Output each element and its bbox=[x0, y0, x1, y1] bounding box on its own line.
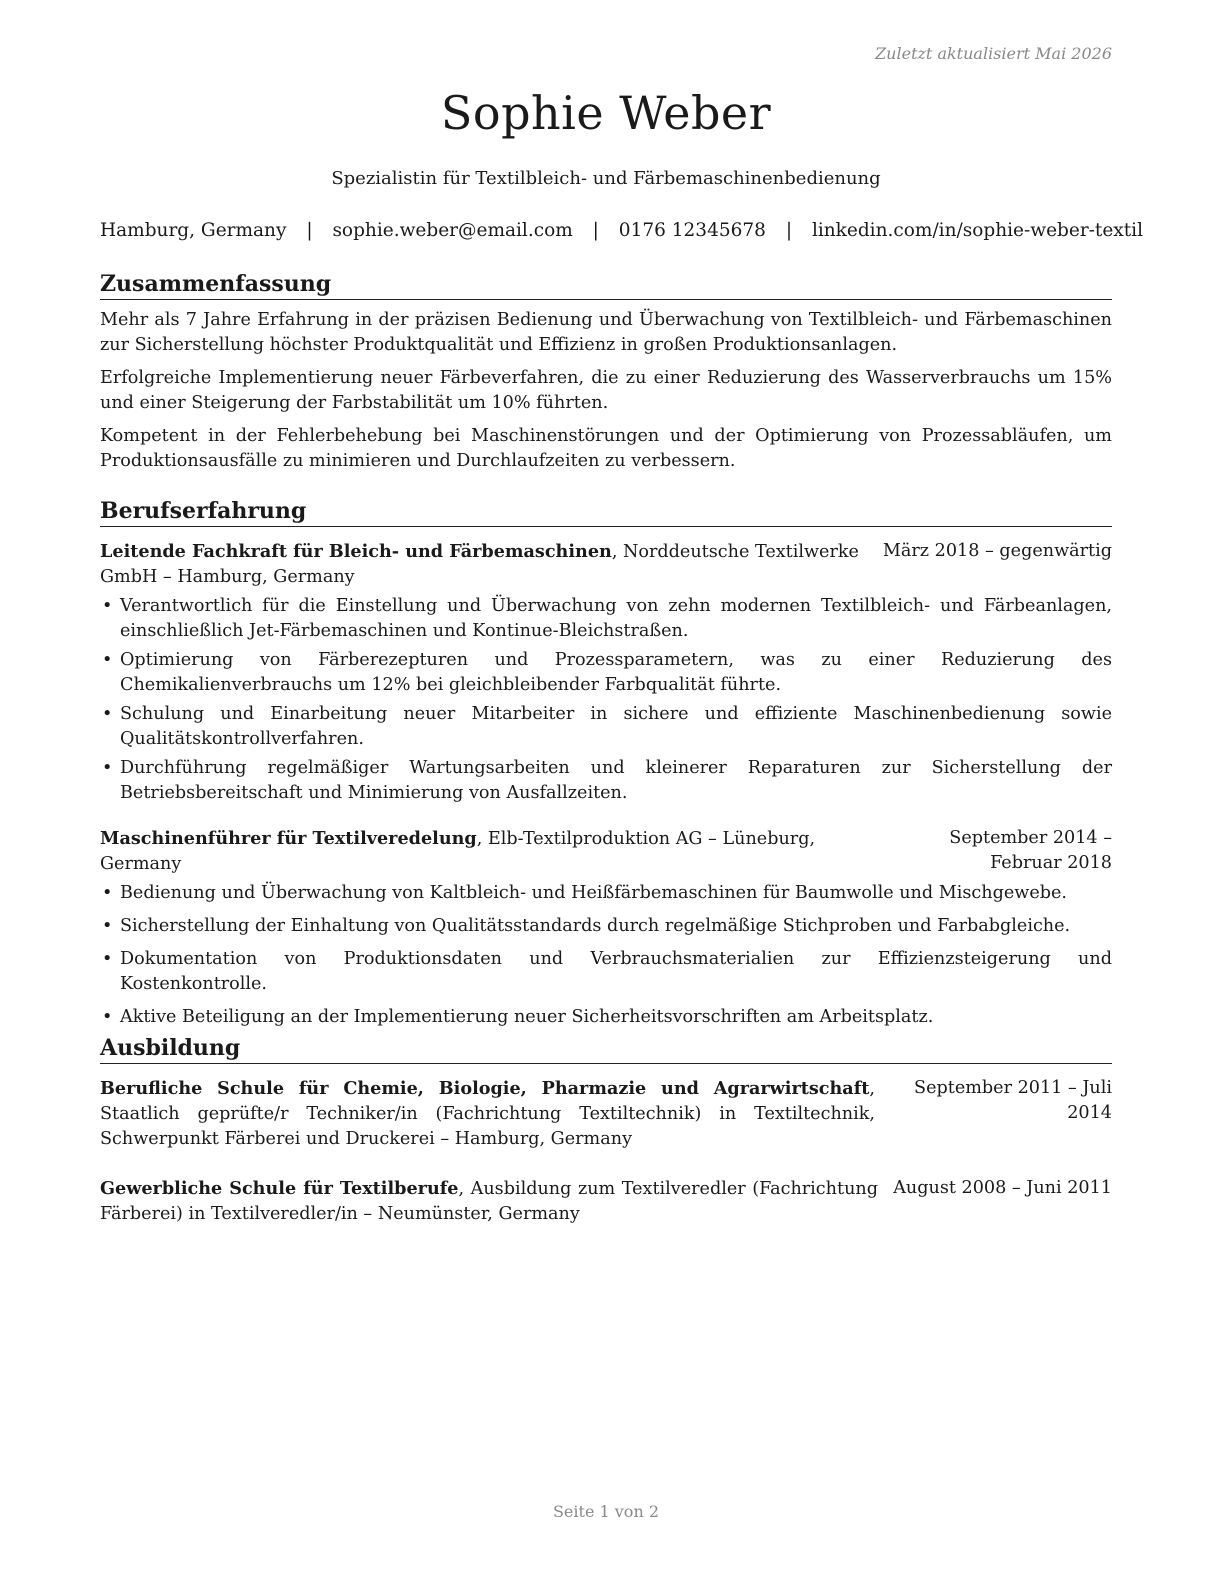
job-bullets bbox=[100, 594, 1112, 806]
contact-separator: | bbox=[306, 220, 313, 241]
summary-paragraph: Erfolgreiche Implementierung neuer Färbeverfahren, die zu einer Reduzierung des Wasserverbrauchs um 15% und einer Steigerung der Farbstabilität um 10% führten. bbox=[100, 368, 1112, 413]
contact-separator: | bbox=[785, 220, 793, 241]
summary-heading: Zusammenfassung bbox=[100, 270, 1112, 300]
list-item: • Durchführung regelmäßiger Wartungsarbeiten und kleinerer Reparaturen zur Sicherstellung der Betriebsbereitschaft und Minimierung von Ausfallzeiten. bbox=[102, 758, 1112, 803]
education-heading: Ausbildung bbox=[100, 1034, 1112, 1064]
list-item: • Dokumentation von Produktionsdaten und Verbrauchsmaterialien zur Effizienzsteigerung und Kostenkontrolle. bbox=[102, 949, 1112, 994]
summary-paragraph: Kompetent in der Fehlerbehebung bei Maschinenstörungen und der Optimierung von Prozessabläufen, um Produktionsausfälle zu minimieren und Durchlaufzeiten zu verbessern. bbox=[100, 426, 1112, 471]
list-item: • Schulung und Einarbeitung neuer Mitarbeiter in sichere und effiziente Maschinenbedienung sowie Qualitätskontrollverfahren. bbox=[102, 704, 1112, 749]
experience-heading: Berufserfahrung bbox=[100, 497, 1112, 527]
education-entry bbox=[100, 1176, 1112, 1227]
education-dates: August 2008 – Juni 2011 bbox=[893, 1178, 1112, 1198]
degree-details: , Ausbildung zum Textilveredler (Fachrichtung Färberei) in Textilveredler/in – Neumünster, Germany bbox=[100, 1179, 878, 1224]
education-entry bbox=[100, 1076, 1112, 1152]
job-bullets bbox=[100, 881, 1112, 1030]
page-number: Seite 1 von 2 bbox=[552, 1502, 660, 1521]
contact-email[interactable]: sophie.weber@email.com bbox=[332, 220, 573, 241]
degree-details: , Staatlich geprüfte/r Techniker/in (Fachrichtung Textiltechnik) in Textiltechnik, Schwerpunkt Färberei und Druckerei – Hamburg, Germany bbox=[100, 1079, 875, 1149]
summary-section bbox=[100, 270, 1112, 474]
contact-location: Hamburg, Germany bbox=[100, 220, 287, 241]
contact-line bbox=[100, 220, 1143, 241]
job-role: Maschinenführer für Textilveredelung bbox=[100, 828, 477, 849]
job-company: , Norddeutsche Textilwerke GmbH – Hamburg, Germany bbox=[100, 542, 859, 587]
job-company: , Elb-Textilproduktion AG – Lüneburg, Germany bbox=[100, 829, 816, 874]
education-section bbox=[100, 1034, 1112, 1227]
experience-section bbox=[100, 497, 1112, 1038]
job-dates: September 2014 – Februar 2018 bbox=[949, 828, 1112, 873]
resume-page bbox=[100, 0, 1143, 1584]
job-role: Leitende Fachkraft für Bleich- und Färbemaschinen bbox=[100, 541, 612, 562]
list-item: • Bedienung und Überwachung von Kaltbleich- und Heißfärbemaschinen für Baumwolle und Mischgewebe. bbox=[102, 883, 1067, 903]
list-item: • Sicherstellung der Einhaltung von Qualitätsstandards durch regelmäßige Stichproben und Farbabgleiche. bbox=[102, 916, 1071, 936]
list-item: • Verantwortlich für die Einstellung und Überwachung von zehn modernen Textilbleich- und Färbeanlagen, einschließlich Jet-Färbemaschinen und Kontinue-Bleichstraßen. bbox=[102, 596, 1112, 641]
candidate-name: Sophie Weber bbox=[440, 86, 772, 140]
contact-phone[interactable]: 0176 12345678 bbox=[618, 220, 766, 241]
contact-separator: | bbox=[592, 220, 599, 241]
summary-paragraph: Mehr als 7 Jahre Erfahrung in der präzisen Bedienung und Überwachung von Textilbleich- und Färbemaschinen zur Sicherstellung höchster Produktqualität und Effizienz in großen Produktionsanlagen. bbox=[100, 310, 1112, 355]
candidate-title: Spezialistin für Textilbleich- und Färbemaschinenbedienung bbox=[331, 168, 881, 189]
contact-linkedin[interactable]: linkedin.com/in/sophie-weber-textil bbox=[811, 220, 1143, 241]
list-item: • Optimierung von Färberezepturen und Prozessparametern, was zu einer Reduzierung des Chemikalienverbrauchs um 12% bei gleichbleibender Farbqualität führte. bbox=[102, 650, 1112, 695]
list-item: • Aktive Beteiligung an der Implementierung neuer Sicherheitsvorschriften am Arbeitsplatz. bbox=[102, 1007, 934, 1027]
school-name: Berufliche Schule für Chemie, Biologie, Pharmazie und Agrarwirtschaft bbox=[100, 1078, 870, 1099]
school-name: Gewerbliche Schule für Textilberufe bbox=[100, 1178, 459, 1199]
job-header bbox=[100, 539, 1112, 590]
last-updated: Zuletzt aktualisiert Mai 2026 bbox=[875, 44, 1112, 63]
education-dates: September 2011 – Juli 2014 bbox=[914, 1078, 1112, 1123]
job-dates: März 2018 – gegenwärtig bbox=[882, 541, 1112, 561]
job-header bbox=[100, 826, 1112, 877]
